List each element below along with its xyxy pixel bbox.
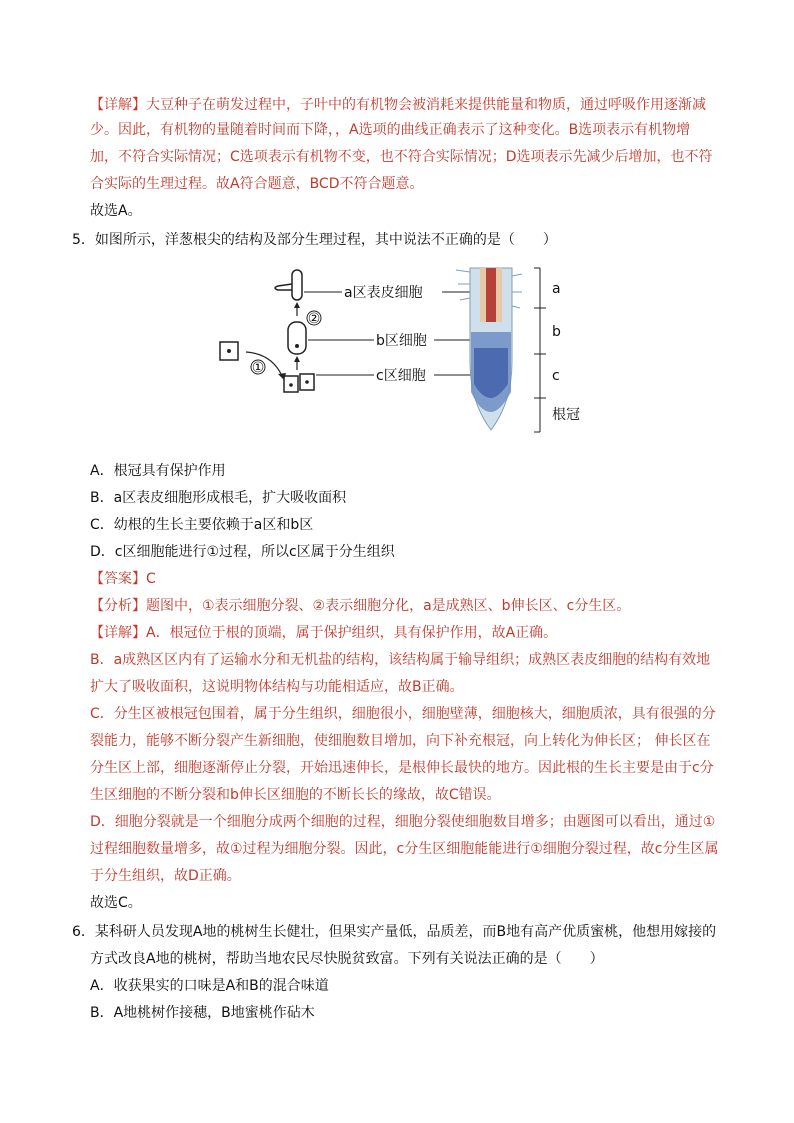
detail-paragraph [90, 95, 706, 115]
question-stem: 5．如图所示，洋葱根尖的结构及部分生理过程，其中说法不正确的是（ ） [72, 232, 557, 248]
detail-text: 合实际的生理过程。故A符合题意，BCD不符合题意。 [90, 176, 424, 192]
cell-process-diagram [220, 270, 321, 392]
arrowhead-icon [294, 356, 300, 362]
answer-conclusion: 故选A。 [90, 203, 142, 219]
arrowhead-icon [294, 302, 300, 308]
answer-tag: 【答案】 [90, 571, 146, 587]
zone-cap-label: 根冠 [552, 407, 580, 423]
detail-line [90, 623, 557, 643]
question-stem: 方式改良A地的桃树，帮助当地农民尽快脱贫致富。下列有关说法正确的是（ ） [90, 951, 604, 967]
analysis-text: 题图中，①表示细胞分裂、②表示细胞分化，a是成熟区、b伸长区、c分生区。 [146, 598, 631, 614]
root-tip-figure [210, 262, 610, 437]
detail-tag: 【详解】 [90, 97, 146, 113]
detail-text: A．根冠位于根的顶端，属于保护组织，具有保护作用，故A正确。 [146, 625, 558, 641]
analysis-line [90, 596, 630, 616]
detail-text: 扩大了吸收面积，这说明物体结构与功能相适应，故B正确。 [90, 679, 464, 695]
process-2-label: ② [307, 311, 321, 327]
detail-text: 生区细胞的不断分裂和b伸长区细胞的不断长长的缘故，故C错误。 [90, 787, 501, 803]
nucleus-icon [295, 344, 299, 348]
detail-tag: 【详解】 [90, 625, 146, 641]
zone-c-label: c [552, 368, 560, 384]
detail-text: 过程细胞数量增多，故①过程为细胞分裂。因此，c分生区细胞能能进行①细胞分裂过程，故c分生区属 [90, 841, 719, 857]
detail-text: 大豆种子在萌发过程中，子叶中的有机物会被消耗来提供能量和物质，通过呼吸作用逐渐减 [146, 97, 706, 113]
final-answer: 故选C。 [90, 895, 142, 911]
question-stem: 6．某科研人员发现A地的桃树生长健壮，但果实产量低，品质差，而B地有高产优质蜜桃，他想用嫁接的 [72, 924, 717, 940]
answer-line [90, 569, 156, 589]
detail-text: 分生区上部，细胞逐渐停止分裂，开始迅速伸长，是根伸长最快的地方。因此根的生长主要是由于c分 [90, 760, 714, 776]
analysis-tag: 【分析】 [90, 598, 146, 614]
option-a: A．根冠具有保护作用 [90, 463, 226, 479]
nucleus-icon [305, 380, 309, 384]
label-c-cell: c区细胞 [376, 368, 426, 384]
nucleus-icon [289, 383, 293, 387]
detail-text: 于分生组织，故D正确。 [90, 868, 241, 884]
option-d: D．c区细胞能进行①过程，所以c区属于分生组织 [90, 544, 395, 560]
option-b: B．a区表皮细胞形成根毛，扩大吸收面积 [90, 490, 347, 506]
option-a: A．收获果实的口味是A和B的混合味道 [90, 978, 329, 994]
process-1-label: ① [251, 360, 265, 376]
zone-bracket [534, 268, 546, 432]
epidermal-cell-a [292, 270, 302, 300]
cell-b [288, 322, 306, 354]
detail-text: D．细胞分裂就是一个细胞分成两个细胞的过程，细胞分裂使细胞数目增多；由题图可以看出，通过① [90, 814, 716, 830]
root-hair-shape [275, 284, 292, 290]
zone-b-label: b [552, 324, 561, 340]
detail-text: 加，不符合实际情况；C选项表示有机物不变，也不符合实际情况；D选项表示先减少后增加，也不符 [90, 149, 713, 165]
detail-text: C．分生区被根冠包围着，属于分生组织，细胞很小，细胞壁薄，细胞核大，细胞质浓，具有很强的分 [90, 706, 716, 722]
option-c: C．幼根的生长主要依赖于a区和b区 [90, 517, 314, 533]
label-a-cell: a区表皮细胞 [344, 285, 423, 301]
answer-value: C [146, 571, 156, 587]
nucleus-icon [227, 349, 231, 353]
detail-text: 裂能力，能够不断分裂产生新细胞，使细胞数目增加，向下补充根冠，向上转化为伸长区； 伸长区在 [90, 733, 711, 749]
detail-text: 少。因此，有机物的量随着时间而下降，，A选项的曲线正确表示了这种变化。B选项表示有机物增 [90, 122, 691, 138]
detail-text: B．a成熟区区内有了运输水分和无机盐的结构，该结构属于输导组织；成熟区表皮细胞的结构有效地 [90, 652, 711, 668]
zone-a-label: a [552, 281, 561, 297]
option-b: B．A地桃树作接穗，B地蜜桃作砧木 [90, 1005, 315, 1021]
label-b-cell: b区细胞 [376, 333, 427, 349]
